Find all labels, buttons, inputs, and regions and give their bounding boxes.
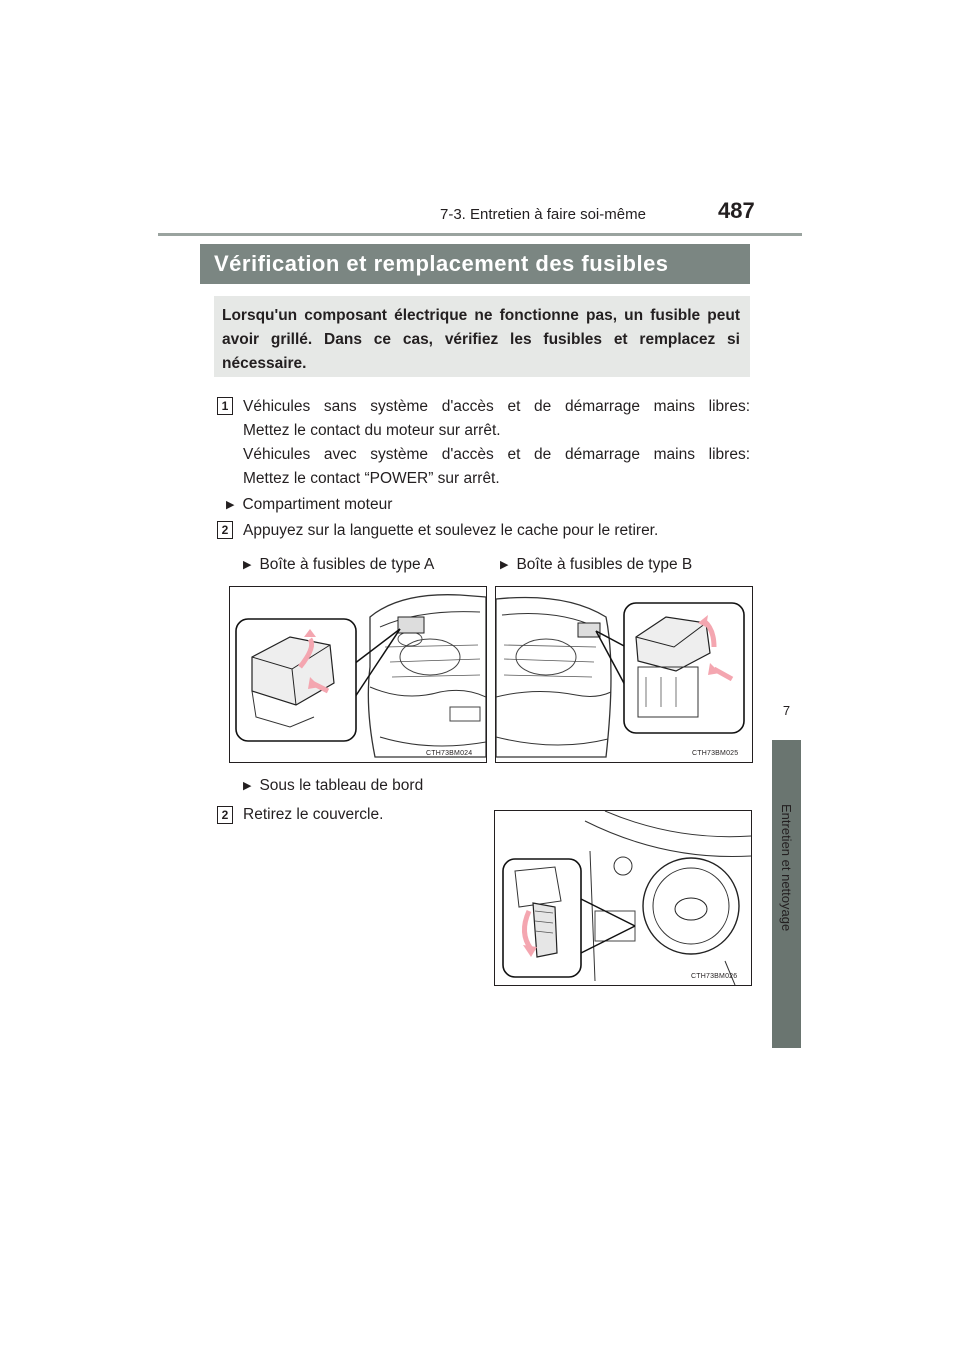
figure-fusebox-type-b: [495, 586, 753, 763]
dashboard-fusebox-illustration: [495, 811, 751, 985]
type-b-heading: [500, 553, 692, 578]
step1-line1: Véhicules sans système d'accès et de démarrage mains libres:: [243, 398, 750, 415]
step2b-text: Retirez le couvercle.: [243, 806, 384, 823]
engine-heading: [226, 493, 392, 518]
type-a-text: Boîte à fusibles de type A: [259, 556, 435, 573]
step1-line3: Véhicules avec système d'accès et de démarrage mains libres:: [243, 446, 750, 463]
step1-line4: Mettez le contact “POWER” sur arrêt.: [243, 470, 500, 487]
fusebox-type-b-illustration: [496, 587, 752, 762]
figure-b-code: CTH73BM025: [692, 750, 739, 757]
figure-fusebox-type-a: [229, 586, 487, 763]
intro-box: [214, 296, 750, 377]
page-title: Vérification et remplacement des fusibles: [214, 251, 669, 276]
section-header: 7-3. Entretien à faire soi-même: [440, 206, 646, 223]
page-number: 487: [718, 198, 755, 223]
dash-heading-text: Sous le tableau de bord: [259, 777, 424, 794]
step-number-1: 1: [217, 397, 233, 415]
fusebox-type-a-illustration: [230, 587, 486, 762]
dash-heading: [243, 774, 423, 799]
step1-line2: Mettez le contact du moteur sur arrêt.: [243, 422, 501, 439]
figure-dashboard-fusebox: [494, 810, 752, 986]
chapter-number: 7: [782, 703, 791, 718]
type-b-text: Boîte à fusibles de type B: [516, 556, 693, 573]
step2a-text: Appuyez sur la languette et soulevez le cache pour le retirer.: [243, 522, 659, 539]
figure-a-code: CTH73BM024: [426, 750, 473, 757]
header-rule: [158, 233, 802, 236]
intro-text: Lorsqu'un composant électrique ne fonctionne pas, un fusible peut avoir grillé. Dans ce cas, vérifiez les fusibles et remplacez si nécessaire.: [222, 307, 740, 372]
engine-heading-text: Compartiment moteur: [242, 496, 393, 513]
type-a-heading: [243, 553, 434, 578]
step-number-2a: 2: [217, 521, 233, 539]
step-number-2b: 2: [217, 806, 233, 824]
figure-c-code: CTH73BM026: [691, 973, 738, 980]
chapter-label: Entretien et nettoyage: [779, 804, 794, 932]
